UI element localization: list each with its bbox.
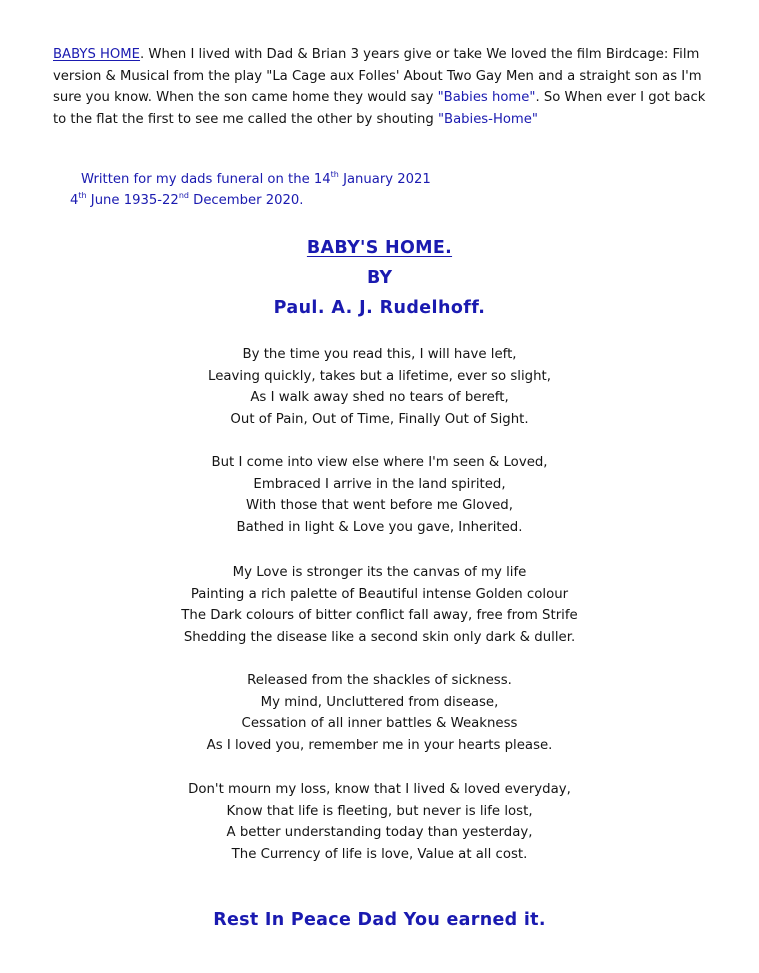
poem-line: My mind, Uncluttered from disease, bbox=[260, 694, 499, 710]
intro-paragraph bbox=[53, 44, 713, 130]
poem-line: As I walk away shed no tears of bereft, bbox=[250, 390, 509, 406]
poem-line: But I come into view else where I'm seen & Loved, bbox=[211, 455, 548, 470]
written-suffix: January 2021 bbox=[338, 172, 431, 187]
poem-line: Leaving quickly, takes but a lifetime, ever so slight, bbox=[208, 368, 551, 384]
poem-line: Shedding the disease like a second skin only dark & duller. bbox=[183, 629, 576, 645]
stanza-4 bbox=[0, 670, 759, 756]
poem-line: The Dark colours of bitter conflict fall away, free from Strife bbox=[181, 608, 578, 624]
stanza-2 bbox=[0, 452, 759, 538]
poem-line: Know that life is fleeting, but never is life lost, bbox=[226, 803, 533, 819]
poem-line: The Currency of life is love, Value at all cost. bbox=[231, 846, 528, 862]
intro-text-2: . So When ever I got back to the flat the first to see me called the other by shouting bbox=[53, 90, 706, 127]
stanza-1 bbox=[0, 344, 759, 430]
death-superscript: nd bbox=[178, 191, 189, 200]
intro-quote-babies-home-shout: "Babies-Home" bbox=[437, 111, 538, 127]
dedication-written-line bbox=[81, 172, 431, 187]
dedication-dates-line bbox=[70, 193, 304, 208]
intro-title-link[interactable]: BABYS HOME bbox=[53, 47, 141, 62]
birth-day: 4 bbox=[70, 193, 79, 208]
intro-quote-babies-home: "Babies home" bbox=[437, 90, 536, 106]
poem-by: BY bbox=[366, 268, 393, 288]
range-middle: June 1935-22 bbox=[86, 193, 179, 208]
range-end: December 2020. bbox=[188, 193, 304, 208]
poem-line: Painting a rich palette of Beautiful intense Golden colour bbox=[190, 586, 569, 602]
written-superscript: th bbox=[330, 170, 339, 179]
poem-line: A better understanding today than yesterday, bbox=[226, 825, 533, 841]
written-prefix: Written for my dads funeral on the 14 bbox=[81, 172, 331, 187]
poem-line: Out of Pain, Out of Time, Finally Out of Sight. bbox=[230, 411, 529, 427]
poem-line: Embraced I arrive in the land spirited, bbox=[253, 476, 506, 492]
poem-line: My Love is stronger its the canvas of my life bbox=[232, 565, 527, 580]
poem-line: Don't mourn my loss, know that I lived & loved everyday, bbox=[188, 782, 571, 797]
poem-title-text: BABY'S HOME. bbox=[306, 238, 453, 258]
birth-superscript: th bbox=[78, 191, 87, 200]
poem-author: Paul. A. J. Rudelhoff. bbox=[273, 298, 486, 318]
poem-line: By the time you read this, I will have left, bbox=[242, 347, 517, 362]
closing-line: Rest In Peace Dad You earned it. bbox=[213, 910, 546, 930]
poem-line: Cessation of all inner battles & Weakness bbox=[241, 716, 518, 732]
poem-line: Released from the shackles of sickness. bbox=[247, 673, 512, 688]
intro-text-1: . When I lived with Dad & Brian 3 years give or take We loved the film Birdcage: Film version & Musical from the play "La Cage aux Folles' About Two Gay Men and a straight son as I'm sure you know. When the son came home they would say bbox=[53, 47, 702, 106]
stanza-5 bbox=[0, 779, 759, 865]
poem-title bbox=[0, 238, 759, 258]
poem-line: Bathed in light & Love you gave, Inherited. bbox=[236, 519, 523, 535]
poem-line: As I loved you, remember me in your hearts please. bbox=[206, 737, 553, 753]
poem-line: With those that went before me Gloved, bbox=[246, 498, 513, 514]
stanza-3 bbox=[0, 562, 759, 648]
